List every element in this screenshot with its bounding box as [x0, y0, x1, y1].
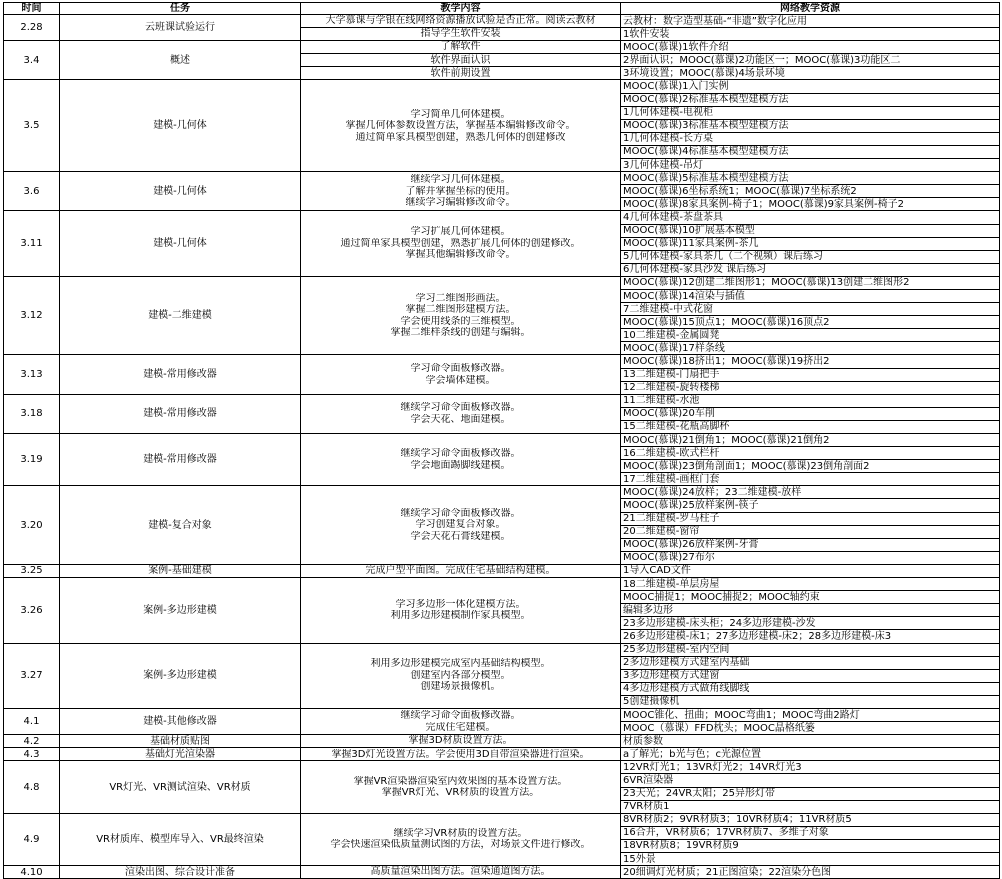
table-row — [4, 643, 1000, 656]
resource-item: 5几何体建模-家具茶几（二个视频）课后练习 — [621, 250, 1000, 263]
resource-item: MOOC(慕课)6坐标系统1；MOOC(慕课)7坐标系统2 — [621, 185, 1000, 198]
table-row — [4, 434, 1000, 447]
resource-item: 16合并，VR材质6；17VR材质7、多维子对象 — [621, 826, 1000, 839]
content-line: 学习多边形一体化建模方法。 — [395, 598, 526, 610]
resource-item: MOOC(慕课)4标准基本模型建模方法 — [621, 145, 1000, 158]
resource-item: MOOC(慕课)15顶点1；MOOC(慕课)16顶点2 — [621, 316, 1000, 329]
row-content — [301, 813, 621, 865]
resource-item: 1几何体建模-电视柜 — [621, 106, 1000, 119]
table-row — [4, 80, 1000, 93]
content-line: 完成住宅建模。 — [425, 721, 496, 733]
content-line: 通过简单家具模型创建，熟悉扩展几何体的创建修改。 — [340, 237, 581, 249]
resource-item: 8VR材质2；9VR材质3；10VR材质4；11VR材质5 — [621, 813, 1000, 826]
content-line: 继续学习命令面板修改器。 — [400, 402, 521, 414]
table-row — [4, 41, 1000, 54]
content-line: 高质量渲染出图方法。渲染通道图方法。 — [370, 866, 551, 878]
row-content: 了解软件 — [301, 41, 621, 54]
table-row — [4, 211, 1000, 224]
resource-item: MOOC(慕课)21倒角1；MOOC(慕课)21倒角2 — [621, 434, 1000, 447]
header-time: 时间 — [4, 3, 60, 15]
row-content — [301, 578, 621, 643]
resource-item: 26多边形建模-床1；27多边形建模-床2；28多边形建模-床3 — [621, 630, 1000, 643]
resource-item: 3几何体建模-吊灯 — [621, 159, 1000, 172]
row-task: 建模-常用修改器 — [60, 434, 301, 486]
content-line: 继续学习命令面板修改器。 — [400, 448, 521, 460]
header-task: 任务 — [60, 3, 301, 15]
row-task: 案例-基础建模 — [60, 564, 301, 577]
row-time: 4.8 — [4, 761, 60, 813]
row-content — [301, 643, 621, 708]
resource-item: 10二维建模-金属圆凳 — [621, 329, 1000, 342]
resource-item: 1导入CAD文件 — [621, 564, 1000, 577]
row-time: 3.25 — [4, 564, 60, 577]
content-line: 创建室内各部分模型。 — [410, 669, 511, 681]
content-line: 创建场景摄像机。 — [420, 681, 501, 693]
content-line: 掌握二维图形建模方法。 — [405, 304, 516, 316]
content-line: 掌握其他编辑修改命令。 — [405, 249, 516, 261]
header-content: 教学内容 — [301, 3, 621, 15]
row-task: 建模-常用修改器 — [60, 394, 301, 433]
row-time: 3.6 — [4, 172, 60, 211]
resource-item: 3环境设置；MOOC(慕课)4场景环境 — [621, 67, 1000, 80]
row-time: 4.9 — [4, 813, 60, 865]
header-resources: 网络教学资源 — [621, 3, 1000, 15]
row-task: 建模-几何体 — [60, 172, 301, 211]
resource-item: 云教材：数字造型基础-“非遗”数字化应用 — [621, 15, 1000, 28]
row-time: 3.27 — [4, 643, 60, 708]
row-content: 大学慕课与学银在线网络资源播放试验是否正常。阅读云教材 — [301, 15, 621, 28]
resource-item: 编辑多边形 — [621, 604, 1000, 617]
content-line: 学习命令面板修改器。 — [410, 363, 511, 375]
resource-item: 7二维建模-中式花窗 — [621, 303, 1000, 316]
content-line: 完成户型平面图。完成住宅基础结构建模。 — [365, 565, 556, 577]
row-content — [301, 735, 621, 748]
content-line: 继续学习编辑修改命令。 — [405, 197, 516, 209]
row-time: 4.1 — [4, 708, 60, 734]
table-row — [4, 276, 1000, 289]
table-row — [4, 708, 1000, 721]
content-line: 通过简单家具模型创建，熟悉几何体的创建修改 — [355, 131, 566, 143]
content-line: 学习扩展几何体建模。 — [410, 226, 511, 238]
resource-item: 15二维建模-花瓶高脚杯 — [621, 420, 1000, 433]
row-content: 软件前期设置 — [301, 67, 621, 80]
row-content — [301, 276, 621, 355]
resource-item: 6几何体建模-家具沙发 课后练习 — [621, 263, 1000, 276]
row-content — [301, 866, 621, 879]
content-line: 学习简单几何体建模。 — [410, 108, 511, 120]
table-row — [4, 394, 1000, 407]
resource-item: MOOC(慕课)1软件介绍 — [621, 41, 1000, 54]
row-task: 云班课试验运行 — [60, 15, 301, 41]
resource-item: MOOC(慕课)18挤出1；MOOC(慕课)19挤出2 — [621, 355, 1000, 368]
table-row — [4, 355, 1000, 368]
content-line: 掌握VR灯光、VR材质的设置方法。 — [381, 787, 540, 799]
row-task: 建模-几何体 — [60, 80, 301, 172]
resource-item: MOOC(慕课)20车削 — [621, 407, 1000, 420]
resource-item: MOOC(慕课)2标准基本模型建模方法 — [621, 93, 1000, 106]
row-task: 案例-多边形建模 — [60, 578, 301, 643]
resource-item: MOOC(慕课)10扩展基本模型 — [621, 224, 1000, 237]
resource-item: 13二维建模-门扇把手 — [621, 368, 1000, 381]
row-task: 建模-常用修改器 — [60, 355, 301, 394]
row-task: 渲染出图、综合设计准备 — [60, 866, 301, 879]
resource-item: MOOC(慕课)23倒角剖面1；MOOC(慕课)23倒角剖面2 — [621, 460, 1000, 473]
row-task: 案例-多边形建模 — [60, 643, 301, 708]
table-row — [4, 564, 1000, 577]
row-time: 2.28 — [4, 15, 60, 41]
resource-item: 2多边形建模方式建室内基础 — [621, 656, 1000, 669]
content-line: 继续学习命令面板修改器。 — [400, 507, 521, 519]
resource-item: MOOC(慕课)14渲染与插值 — [621, 289, 1000, 302]
content-line: 学会天花、地面建模。 — [410, 413, 511, 425]
resource-item: 2界面认识；MOOC(慕课)2功能区一；MOOC(慕课)3功能区二 — [621, 54, 1000, 67]
row-time: 3.5 — [4, 80, 60, 172]
table-row — [4, 813, 1000, 826]
resource-item: MOOC(慕课)11家具案例-茶几 — [621, 237, 1000, 250]
resource-item: 1软件安装 — [621, 28, 1000, 41]
resource-item: 12VR灯光1；13VR灯光2；14VR灯光3 — [621, 761, 1000, 774]
table-row — [4, 866, 1000, 879]
resource-item: 20二维建模-窗帘 — [621, 525, 1000, 538]
row-task: 基础灯光渲染器 — [60, 748, 301, 761]
row-content — [301, 355, 621, 394]
resource-item: a了解光；b光与色；c光源位置 — [621, 748, 1000, 761]
table-row — [4, 761, 1000, 774]
row-content — [301, 434, 621, 486]
content-line: 继续学习命令面板修改器。 — [400, 710, 521, 722]
content-line: 学会墙体建模。 — [425, 374, 496, 386]
row-task: 基础材质贴图 — [60, 735, 301, 748]
resource-item: 4多边形建模方式做角线脚线 — [621, 682, 1000, 695]
row-time: 3.4 — [4, 41, 60, 80]
row-content: 软件界面认识 — [301, 54, 621, 67]
resource-item: 5创建摄像机 — [621, 695, 1000, 708]
resource-item: 23天光；24VR太阳；25异形灯带 — [621, 787, 1000, 800]
content-line: 学习创建复合对象。 — [415, 519, 506, 531]
row-content — [301, 80, 621, 172]
row-time: 3.26 — [4, 578, 60, 643]
teaching-schedule-table — [3, 2, 1000, 879]
content-line: 学会地面踢脚线建模。 — [410, 459, 511, 471]
row-task: 建模-二维建模 — [60, 276, 301, 355]
resource-item: 16二维建模-欧式栏杆 — [621, 447, 1000, 460]
content-line: 掌握3D材质设置方法。 — [408, 735, 513, 747]
content-line: 掌握VR渲染器渲染室内效果图的基本设置方法。 — [353, 775, 568, 787]
row-time: 3.13 — [4, 355, 60, 394]
row-task: 概述 — [60, 41, 301, 80]
resource-item: 6VR渲染器 — [621, 774, 1000, 787]
row-task: 建模-其他修改器 — [60, 708, 301, 734]
resource-item: 12二维建模-旋转楼梯 — [621, 381, 1000, 394]
resource-item: MOOC(慕课)5标准基本模型建模方法 — [621, 172, 1000, 185]
row-time: 3.11 — [4, 211, 60, 276]
resource-item: MOOC（慕课）FFD枕头；MOOC晶格纸篓 — [621, 722, 1000, 735]
table-row — [4, 735, 1000, 748]
content-line: 掌握3D灯光设置方法。学会使用3D自带渲染器进行渲染。 — [331, 748, 590, 760]
resource-item: 4几何体建模-茶盘茶具 — [621, 211, 1000, 224]
row-task: VR灯光、VR测试渲染、VR材质 — [60, 761, 301, 813]
resource-item: 材质参数 — [621, 735, 1000, 748]
row-time: 4.3 — [4, 748, 60, 761]
resource-item: MOOC锥化、扭曲；MOOC弯曲1；MOOC弯曲2路灯 — [621, 708, 1000, 721]
row-content: 指导学生软件安装 — [301, 28, 621, 41]
content-line: 掌握二维样条线的创建与编辑。 — [390, 327, 531, 339]
row-content — [301, 394, 621, 433]
resource-item: 17二维建模-画框门套 — [621, 473, 1000, 486]
row-content — [301, 748, 621, 761]
content-line: 学习二维图形画法。 — [415, 292, 506, 304]
resource-item: 7VR材质1 — [621, 800, 1000, 813]
table-row — [4, 172, 1000, 185]
resource-item: MOOC(慕课)3标准基本模型建模方法 — [621, 119, 1000, 132]
content-line: 学会快速渲染低质量测试图的方法，对场景文件进行修改。 — [330, 839, 591, 851]
resource-item: MOOC(慕课)8家具案例-椅子1；MOOC(慕课)9家具案例-椅子2 — [621, 198, 1000, 211]
resource-item: MOOC(慕课)1入门实例 — [621, 80, 1000, 93]
resource-item: 15外景 — [621, 853, 1000, 866]
row-content — [301, 761, 621, 813]
row-content — [301, 486, 621, 565]
resource-item: 1几何体建模-长方桌 — [621, 132, 1000, 145]
row-task: 建模-几何体 — [60, 211, 301, 276]
content-line: 利用多边形建模完成室内基础结构模型。 — [370, 658, 551, 670]
resource-item: 20细调灯光材质；21正图渲染；22渲染分色图 — [621, 866, 1000, 879]
resource-item: 3多边形建模方式建窗 — [621, 669, 1000, 682]
table-row — [4, 578, 1000, 591]
row-time: 4.10 — [4, 866, 60, 879]
table-row — [4, 486, 1000, 499]
row-task: VR材质库、模型库导入、VR最终渲染 — [60, 813, 301, 865]
resource-item: MOOC(慕课)27布尔 — [621, 551, 1000, 564]
resource-item: MOOC(慕课)17样条线 — [621, 342, 1000, 355]
content-line: 学会天花石膏线建模。 — [410, 530, 511, 542]
content-line: 学会使用线条的三维模型。 — [400, 315, 521, 327]
content-line: 继续学习几何体建模。 — [410, 174, 511, 186]
row-time: 3.12 — [4, 276, 60, 355]
row-time: 3.18 — [4, 394, 60, 433]
resource-item: 25多边形建模-室内空间 — [621, 643, 1000, 656]
row-content — [301, 172, 621, 211]
row-content — [301, 211, 621, 276]
resource-item: MOOC(慕课)24放样；23二维建模-放样 — [621, 486, 1000, 499]
row-time: 3.20 — [4, 486, 60, 565]
resource-item: 11二维建模-水池 — [621, 394, 1000, 407]
row-time: 3.19 — [4, 434, 60, 486]
table-row — [4, 748, 1000, 761]
resource-item: MOOC(慕课)26放样案例-牙膏 — [621, 538, 1000, 551]
resource-item: MOOC捕捉1；MOOC捕捉2；MOOC轴约束 — [621, 591, 1000, 604]
resource-item: 21二维建模-罗马柱子 — [621, 512, 1000, 525]
resource-item: MOOC(慕课)12创建二维图形1；MOOC(慕课)13创建二维图形2 — [621, 276, 1000, 289]
resource-item: 18VR材质8；19VR材质9 — [621, 839, 1000, 852]
row-time: 4.2 — [4, 735, 60, 748]
content-line: 了解并掌握坐标的使用。 — [405, 185, 516, 197]
schedule-body — [4, 15, 1000, 879]
content-line: 继续学习VR材质的设置方法。 — [393, 827, 528, 839]
row-task: 建模-复合对象 — [60, 486, 301, 565]
resource-item: 23多边形建模-床头柜；24多边形建模-沙发 — [621, 617, 1000, 630]
header-row — [4, 3, 1000, 15]
content-line: 利用多边形建模制作家具模型。 — [390, 610, 531, 622]
resource-item: MOOC(慕课)25放样案例-筷子 — [621, 499, 1000, 512]
content-line: 掌握几何体参数设置方法，掌握基本编辑修改命令。 — [345, 120, 576, 132]
row-content — [301, 708, 621, 734]
row-content — [301, 564, 621, 577]
resource-item: 18二维建模-单层房屋 — [621, 578, 1000, 591]
table-row — [4, 15, 1000, 28]
